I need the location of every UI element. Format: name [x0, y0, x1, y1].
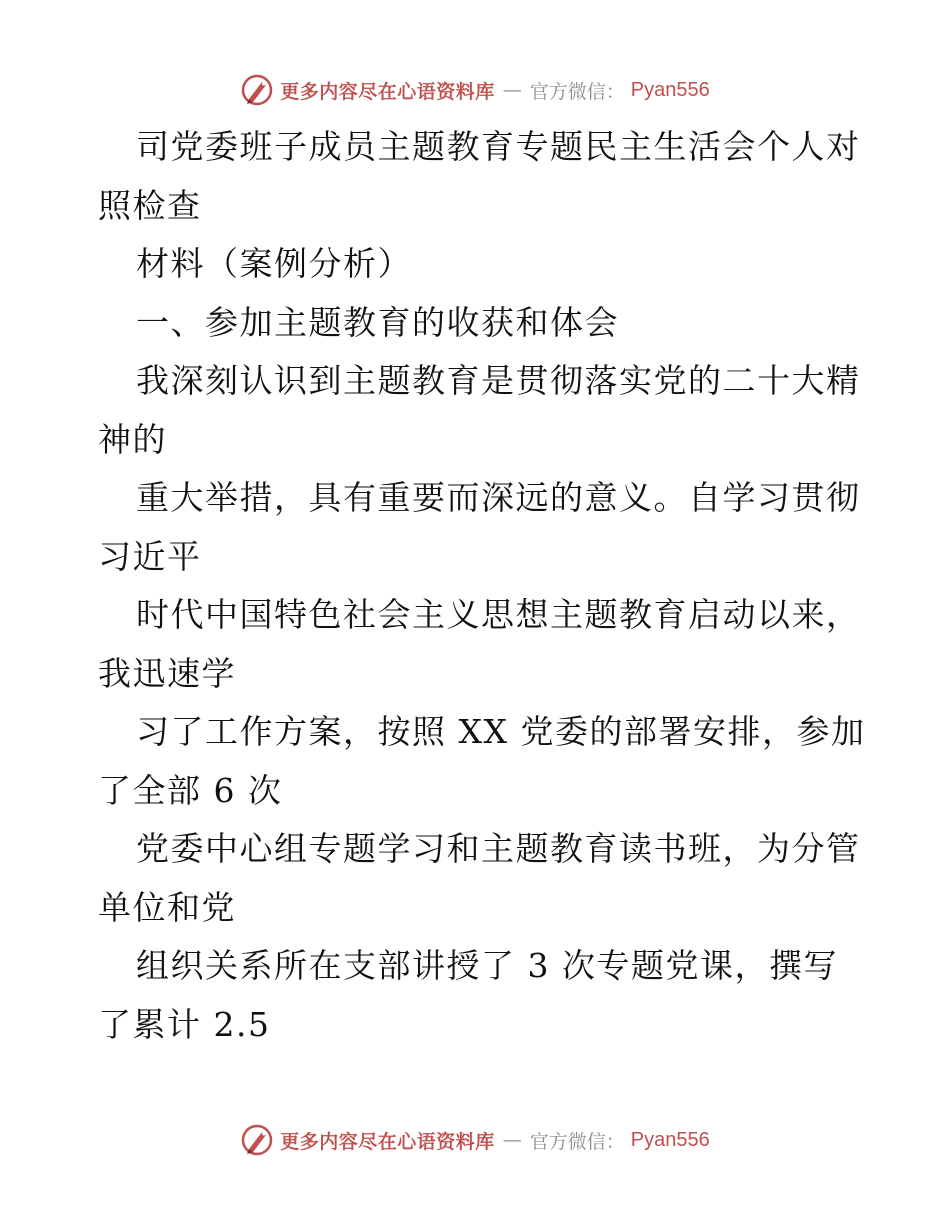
banner-title: 更多内容尽在心语资料库 [280, 80, 495, 103]
text-line: 照检查 [98, 185, 202, 225]
banner-inner [240, 1123, 710, 1157]
document-body [98, 118, 866, 1054]
banner-wechat-id: Pyan556 [630, 78, 710, 101]
banner-wechat-id: Pyan556 [630, 1128, 710, 1151]
text-line: 神的 [98, 419, 167, 459]
banner-title: 更多内容尽在心语资料库 [280, 1130, 495, 1153]
text-line: 习近平 [98, 536, 202, 576]
banner-dash: — [502, 1129, 522, 1151]
text-line: 时代中国特色社会主义思想主题教育启动以来， [136, 595, 861, 634]
text-line: 习了工作方案，按照 XX 党委的部署安排，参加 [136, 712, 866, 751]
text-line: 党委中心组专题学习和主题教育读书班，为分管 [136, 829, 861, 868]
text-line: 一、参加主题教育的收获和体会 [136, 302, 619, 342]
banner-inner [240, 73, 710, 107]
text-line: 了累计 2.5 [98, 1004, 271, 1044]
text-line: 材料（案例分析） [136, 244, 412, 283]
text-line: 单位和党 [98, 887, 236, 927]
text-line: 组织关系所在支部讲授了 3 次专题党课，撰写 [136, 946, 838, 985]
text-line: 司党委班子成员主题教育专题民主生活会个人对 [136, 127, 861, 166]
text-line: 了全部 6 次 [98, 770, 283, 810]
text-line: 重大举措，具有重要而深远的意义。自学习贯彻 [136, 478, 861, 517]
pen-logo-icon [240, 1123, 274, 1157]
banner-wechat-label: 官方微信： [529, 80, 625, 103]
pen-logo-icon [240, 73, 274, 107]
banner-wechat-label: 官方微信： [529, 1130, 625, 1153]
banner-dash: — [502, 79, 522, 101]
header-banner [0, 70, 950, 110]
text-line: 我深刻认识到主题教育是贯彻落实党的二十大精 [136, 361, 861, 400]
footer-banner [0, 1120, 950, 1160]
text-line: 我迅速学 [98, 653, 236, 693]
